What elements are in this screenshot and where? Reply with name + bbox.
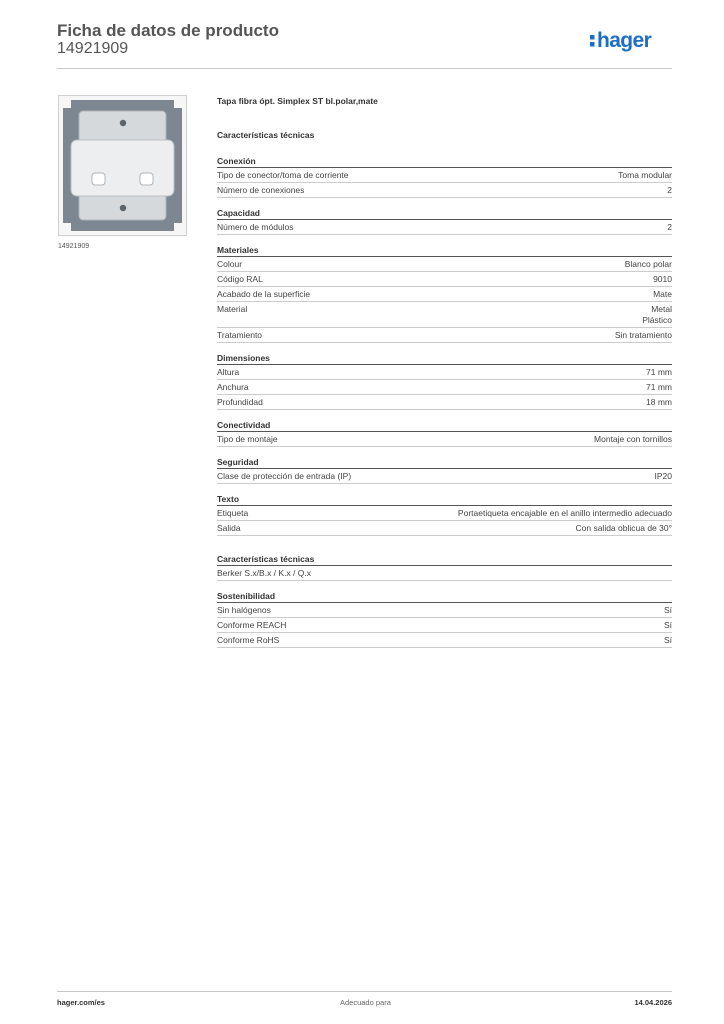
spec-section [217, 154, 672, 198]
footer-website[interactable]: hager.com/es [57, 998, 105, 1007]
spec-sections [217, 154, 672, 648]
spec-row [217, 506, 672, 521]
spec-section [217, 455, 672, 484]
spec-value [664, 620, 672, 631]
spec-row [217, 521, 672, 536]
spec-label: Código RAL [217, 274, 263, 284]
document-title: Ficha de datos de producto [57, 21, 279, 40]
spec-label: Salida [217, 523, 241, 533]
spec-value-line: Portaetiqueta encajable en el anillo intermedio adecuado [457, 508, 672, 518]
spec-value [646, 367, 672, 378]
spec-value-line: Con salida oblicua de 30° [575, 523, 672, 533]
footer-date: 14.04.2026 [634, 998, 672, 1007]
spec-value-line: IP20 [654, 471, 672, 481]
spec-value-line: Plástico [642, 315, 672, 325]
spec-value-line: Blanco polar [624, 259, 672, 269]
spec-row [217, 469, 672, 484]
spec-label: Material [217, 304, 248, 314]
cover-plate-illustration [59, 96, 186, 235]
spec-value [646, 397, 672, 408]
spec-row [217, 566, 672, 581]
spec-value [653, 274, 672, 285]
spec-value [667, 222, 672, 233]
spec-label: Clase de protección de entrada (IP) [217, 471, 352, 481]
product-name: Tapa fibra ópt. Simplex ST bl.polar,mate [217, 96, 378, 106]
image-caption: 14921909 [58, 243, 90, 250]
spec-value-line: 2 [667, 185, 672, 195]
logo-dot-bottom [590, 42, 595, 47]
spec-value-line: 18 mm [646, 397, 672, 407]
spec-row [217, 272, 672, 287]
spec-label: Conforme REACH [217, 620, 287, 630]
spec-value [594, 434, 672, 445]
footer-suitable-for: Adecuado para [340, 998, 391, 1007]
spec-label: Conforme RoHS [217, 635, 280, 645]
spec-section [217, 492, 672, 536]
section-title: Seguridad [217, 455, 672, 469]
spec-value [642, 304, 672, 326]
spec-label: Berker S.x/B.x / K.x / Q.x [217, 568, 311, 578]
spec-value-line: Sí [663, 605, 672, 615]
page-header [57, 21, 672, 69]
spec-value [615, 330, 672, 341]
spec-value-line: 2 [667, 222, 672, 232]
section-title: Dimensiones [217, 351, 672, 365]
spec-row [217, 633, 672, 648]
spec-section [217, 552, 672, 581]
section-title: Texto [217, 492, 672, 506]
section-title: Características técnicas [217, 552, 672, 566]
section-title: Materiales [217, 243, 672, 257]
spec-value-line: Sin tratamiento [614, 330, 672, 340]
spec-value-line: Sí [663, 635, 672, 645]
spec-section [217, 206, 672, 235]
section-title: Conectividad [217, 418, 672, 432]
spec-value [664, 605, 672, 616]
spec-value [625, 259, 672, 270]
spec-value-line: 71 mm [646, 367, 672, 377]
section-title: Capacidad [217, 206, 672, 220]
spec-section [217, 351, 672, 410]
spec-value [576, 523, 673, 534]
spec-value [655, 471, 673, 482]
page-footer [57, 991, 672, 1007]
spec-row [217, 183, 672, 198]
spec-label: Acabado de la superficie [217, 289, 311, 299]
spec-label: Número de conexiones [217, 185, 305, 195]
spec-value-line: Toma modular [618, 170, 672, 180]
product-image [58, 95, 187, 236]
spec-section [217, 589, 672, 648]
logo-text: hager [597, 29, 652, 52]
spec-value-line: Metal [651, 304, 672, 314]
spec-row [217, 395, 672, 410]
spec-label: Número de módulos [217, 222, 294, 232]
spec-label: Profundidad [217, 397, 263, 407]
spec-value-line: Mate [653, 289, 672, 299]
spec-value-line: Montaje con tornillos [594, 434, 672, 444]
spec-value-line: 71 mm [646, 382, 672, 392]
spec-label: Tipo de conector/toma de corriente [217, 170, 349, 180]
spec-section [217, 243, 672, 343]
spec-area [217, 94, 672, 656]
spec-row [217, 603, 672, 618]
spec-section [217, 418, 672, 447]
spec-value [618, 170, 672, 181]
section-title: Sostenibilidad [217, 589, 672, 603]
spec-label: Altura [217, 367, 240, 377]
spec-value [667, 185, 672, 196]
spec-label: Colour [217, 259, 243, 269]
spec-label: Sin halógenos [217, 605, 271, 615]
spec-row [217, 168, 672, 183]
spec-row [217, 302, 672, 328]
spec-row [217, 432, 672, 447]
spec-row [217, 618, 672, 633]
spec-row [217, 220, 672, 235]
spec-row [217, 287, 672, 302]
logo-dot-top [590, 35, 595, 40]
spec-value [646, 382, 672, 393]
technical-caption: Características técnicas [217, 130, 315, 140]
spec-label: Tratamiento [217, 330, 263, 340]
hager-logo [590, 29, 672, 55]
spec-label: Tipo de montaje [217, 434, 278, 444]
spec-row [217, 365, 672, 380]
spec-value-line: 9010 [653, 274, 672, 284]
spec-row [217, 257, 672, 272]
spec-row [217, 328, 672, 343]
spec-value-line: Sí [663, 620, 672, 630]
spec-label: Etiqueta [217, 508, 249, 518]
product-code-heading: 14921909 [57, 40, 129, 57]
spec-label: Anchura [217, 382, 249, 392]
spec-value [653, 289, 672, 300]
spec-value [458, 508, 672, 519]
spec-row [217, 380, 672, 395]
section-title: Conexión [217, 154, 672, 168]
spec-value [664, 635, 672, 646]
